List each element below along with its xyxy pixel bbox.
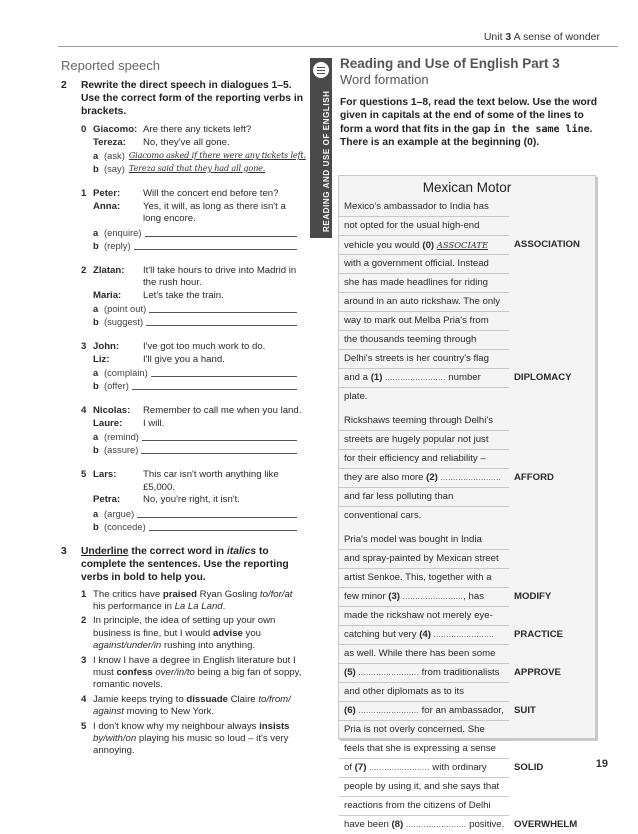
gap-number: (4) (419, 629, 431, 640)
gap-number: (0) (422, 240, 435, 251)
answer-blank[interactable] (149, 302, 297, 313)
text-line: (5) ........................ from traditionalists APPROVE (339, 664, 509, 683)
answer-gap[interactable]: ........................ (358, 668, 419, 677)
exercise-2-instruction: 2 Rewrite the direct speech in dialogues 1–5. Use the correct form of the reporting verbs in brackets. (61, 80, 303, 117)
stem-word: MODIFY (514, 591, 552, 602)
dialogue-5 (61, 469, 303, 533)
example-answer: ASSOCIATE (436, 240, 489, 250)
reporting-verb: (enquire) (104, 226, 142, 238)
page-number: 19 (595, 758, 608, 770)
reporting-verb: (complain) (104, 367, 148, 378)
left-column (61, 58, 306, 760)
dialogue-0 (61, 124, 306, 175)
answer-line: b (suggest) (81, 315, 303, 328)
answer-blank[interactable] (142, 430, 297, 441)
sentence-text[interactable]: In principle, the idea of setting up your own business is fine, but I would advise you against/under/in rushing into anything. (93, 615, 276, 652)
speech-text: Are there any tickets left? (143, 124, 252, 135)
answer-gap[interactable]: ........................ (405, 820, 467, 829)
text-line: as well. While there has been some (339, 645, 509, 664)
text-line: artist Senkoe. This, together with a (339, 569, 509, 588)
text-line: way to mark out Melba Pria's from (339, 312, 509, 331)
answer-blank[interactable] (141, 443, 297, 454)
text-line: with a government official. Instead (339, 255, 509, 274)
reporting-verb: (assure) (104, 444, 139, 455)
part-title: Reading and Use of English Part 3 (340, 56, 560, 71)
answer-gap[interactable]: ........................ (402, 592, 464, 601)
dialogue-line (81, 265, 303, 290)
stem-word: DIPLOMACY (514, 372, 572, 383)
text-line: for their efficiency and reliability – (339, 450, 509, 469)
text-line: the thousands teeming through (339, 331, 509, 350)
reporting-verb: (argue) (104, 507, 135, 519)
text-line: streets are hugely popular not just (339, 431, 509, 450)
gap-number: (2) (426, 472, 438, 483)
sentence-item: 5 I don't know why my neighbour always insists by/with/on playing his music so loud – it's very annoying. (81, 720, 290, 757)
dialogue-3 (61, 341, 303, 392)
right-column (340, 56, 598, 150)
speaker: Maria: (93, 289, 122, 301)
answer-line: a (argue) (81, 507, 303, 520)
speech-text: No, you're right, it isn't. (143, 494, 240, 505)
gap-number: (1) (370, 372, 383, 383)
gap-number: (5) (344, 667, 356, 678)
section-tab-label: READING AND USE OF ENGLISH (322, 90, 331, 232)
text-line: Rickshaws teeming through Delhi's (339, 412, 509, 431)
speaker: Laure: (93, 417, 123, 429)
speech-text: Yes, it will, as long as there isn't a long encore. (143, 200, 286, 224)
reporting-verb: (offer) (104, 380, 129, 391)
dialogue-line (81, 201, 303, 226)
text-line: she has made headlines for riding (339, 274, 509, 293)
text-title: Mexican Motor (422, 180, 512, 195)
answer-blank[interactable] (145, 226, 297, 237)
reporting-verb: (remind) (104, 431, 139, 442)
reporting-verb: (suggest) (104, 316, 144, 327)
stem-word: ASSOCIATION (514, 239, 580, 250)
speech-text: I'll give you a hand. (143, 353, 225, 365)
gap-number: (3) (388, 591, 400, 602)
dialogue-line (81, 137, 303, 150)
text-line: and far less polluting than (339, 488, 509, 507)
answer-gap[interactable]: ........................ (440, 473, 502, 482)
sentence-text[interactable]: I know I have a degree in English literature but I must confess over/in/to being a big fan of soppy, romantic novels. (93, 654, 302, 691)
exercise-3-instruction: 3 Underline the correct word in italics to complete the sentences. Use the reporting verbs in bold to help you. (61, 545, 289, 583)
text-line: they are also more (2) ........................ AFFORD (339, 469, 509, 488)
dialogue-4 (61, 405, 303, 456)
dialogue-line (81, 188, 303, 201)
text-line: catching but very (4) ........................ PRACTICE (339, 626, 509, 645)
answer-line: b (assure) (81, 443, 303, 456)
sentence-item: 2 In principle, the idea of setting up your own business is fine, but I would advise you against/under/in rushing into anything. (81, 615, 276, 652)
sentence-list (61, 589, 303, 758)
speaker: Anna: (93, 200, 121, 212)
answer-line: b (concede) (81, 520, 303, 533)
dialogue-list (61, 124, 306, 533)
sentence-item: 1 The critics have praised Ryan Gosling to/for/at his performance in La La Land. (81, 588, 293, 612)
gap-number: (6) (344, 705, 356, 716)
text-line: plate. (344, 391, 368, 402)
answer-line: a (point out) (81, 302, 303, 315)
speech-text: I've got too much work to do. (143, 341, 266, 352)
sentence-text[interactable]: I don't know why my neighbour always insists by/with/on playing his music so loud – it's very annoying. (93, 720, 290, 757)
text-line: vehicle you would (0) ASSOCIATE ASSOCIATION (339, 236, 509, 255)
speech-text: I will. (143, 417, 165, 429)
speaker: 4 Nicolas: (81, 405, 131, 416)
dialogue-line (81, 418, 303, 431)
reporting-verb: (reply) (104, 239, 131, 251)
dialogue-line (81, 469, 303, 494)
answer-gap[interactable]: ........................ (358, 706, 419, 715)
speech-text: It'll take hours to drive into Madrid in the rush hour. (143, 264, 297, 288)
reporting-verb: (ask) (104, 150, 125, 161)
text-line: people by using it, and she says that (339, 778, 509, 797)
dialogue-line (81, 124, 303, 137)
stem-word: PRACTICE (514, 629, 564, 640)
section-tab (310, 58, 332, 238)
answer-gap[interactable]: ........................ (385, 373, 446, 382)
speaker: 2 Zlatan: (81, 264, 125, 276)
speaker: Liz: (93, 353, 110, 365)
speaker: Tereza: (93, 136, 126, 148)
stem-word: APPROVE (514, 667, 561, 678)
sentence-text[interactable]: The critics have praised Ryan Gosling to/for/at his performance in La La Land. (93, 588, 293, 612)
sentence-item: 3 I know I have a degree in English literature but I must confess over/in/to being a big fan of soppy, romantic novels. (81, 654, 302, 691)
reporting-verb: (say) (104, 163, 125, 174)
text-line: and spray-painted by Mexican street (339, 550, 509, 569)
dialogue-line (81, 290, 303, 303)
text-line: (6) ........................ for an ambassador, SUIT (339, 702, 509, 721)
dialogue-2 (61, 265, 303, 329)
text-line: Delhi's streets is her country's flag (339, 350, 509, 369)
text-line: and other diplomats as to its (339, 683, 509, 702)
unit-header: Unit 3 A sense of wonder (483, 31, 600, 43)
text-line: reactions from the citizens of Delhi (339, 797, 509, 816)
answer-line: a (remind) (81, 430, 303, 443)
speech-text: Let's take the train. (143, 289, 224, 301)
speaker: 1 Peter: (81, 188, 121, 199)
speech-text: Remember to call me when you land. (143, 405, 302, 416)
gap-number: (7) (354, 762, 367, 773)
dialogue-line (81, 354, 303, 367)
speech-text: Will the concert end before ten? (143, 188, 279, 199)
speaker: 0 Giacomo: (81, 124, 138, 135)
text-line: not opted for the usual high-end (339, 217, 509, 236)
answer-gap[interactable]: ........................ (369, 763, 430, 772)
speaker: 5 Lars: (81, 469, 117, 480)
speech-text: This car isn't worth anything like £5,000. (143, 469, 279, 493)
answer-line: a (enquire) (81, 226, 303, 239)
unit-number: 3 (505, 31, 512, 43)
answer-line: a (complain) (81, 366, 303, 379)
text-line: made the rickshaw not merely eye- (339, 607, 509, 626)
gap-number: (8) (391, 819, 404, 830)
answer-gap[interactable]: ........................ (433, 630, 495, 639)
answer-blank[interactable] (151, 366, 297, 377)
speech-text: No, they've all gone. (143, 136, 230, 148)
speaker: Petra: (93, 494, 121, 505)
dialogue-line (81, 494, 303, 507)
header-rule (58, 46, 618, 47)
stem-word: SUIT (514, 705, 536, 716)
answer-line: b (say) Tereza said that they had all gone. (93, 163, 266, 174)
speaker: 3 John: (81, 341, 120, 352)
answer-line: b (reply) (81, 239, 303, 252)
text-lines (339, 198, 595, 834)
text-line: and a (1) ........................ number DIPLOMACY (339, 369, 509, 388)
answer-blank[interactable] (146, 315, 297, 326)
answer-line: a (ask) Giacomo asked if there were any tickets left. (93, 150, 306, 161)
text-line: have been (8) ........................ positive. OVERWHELM (339, 816, 509, 834)
sentence-item: 4 Jamie keeps trying to dissuade Claire to/from/ against moving to New York. (81, 693, 291, 718)
text-line: around in an auto rickshaw. The only (339, 293, 509, 312)
reading-text-box (338, 175, 596, 830)
dialogue-line (81, 405, 303, 418)
stem-word: AFFORD (514, 472, 554, 483)
text-line: of (7) ........................ with ordinary SOLID (339, 759, 509, 778)
handwritten-answer: Tereza said that they had all gone. (128, 163, 266, 173)
sentence-text[interactable]: Jamie keeps trying to dissuade Claire to/from/ against moving to New York. (93, 693, 291, 718)
text-line: Mexico's ambassador to India has (339, 198, 509, 217)
text-line: feels that she is expressing a sense (339, 740, 509, 759)
answer-blank[interactable] (134, 239, 297, 250)
text-line: Pria is not overly concerned. She (339, 721, 509, 740)
part-subtitle: Word formation (340, 72, 429, 87)
unit-title: A sense of wonder (513, 31, 600, 43)
answer-blank[interactable] (137, 507, 297, 518)
text-line: conventional cars. (344, 510, 422, 521)
text-line: Pria's model was bought in India (339, 531, 509, 550)
answer-blank[interactable] (149, 520, 297, 531)
stem-word: OVERWHELM (514, 819, 578, 830)
stem-word: SOLID (514, 762, 544, 773)
text-line: few minor (3) ........................, has MODIFY (339, 588, 509, 607)
reporting-verb: (concede) (104, 520, 146, 532)
dialogue-1 (61, 188, 303, 252)
dialogue-line (81, 341, 303, 354)
answer-line: b (offer) (81, 379, 303, 392)
section-title: Reported speech (61, 58, 161, 73)
answer-blank[interactable] (132, 379, 297, 390)
handwritten-answer: Giacomo asked if there were any tickets left. (128, 150, 306, 160)
part-instruction: For questions 1–8, read the text below. Use the word given in capitals at the end of some of the lines to form a word that fits in the gap in the same line. There is an example at the beginning (0). (340, 97, 598, 149)
reporting-verb: (point out) (104, 303, 147, 314)
